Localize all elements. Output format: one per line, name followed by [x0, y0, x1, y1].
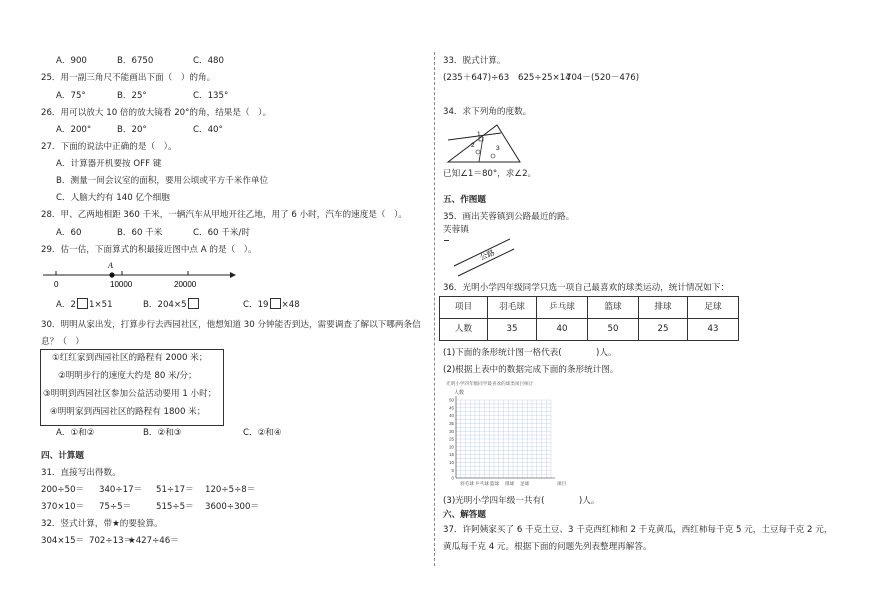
q32-item: ★427÷46＝ — [128, 536, 179, 546]
q26-option-b: B．20° — [117, 125, 147, 135]
q30-fact-1: ①红红家到西园社区的路程有 2000 米； — [52, 353, 208, 363]
blank-box — [188, 298, 199, 309]
chart-category-label: 足球 — [520, 481, 530, 486]
q31-item: 515÷5＝ — [156, 502, 194, 512]
angle-diagram — [445, 122, 525, 166]
q30-stem-line1: 30．明明从家出发，打算步行去西园社区，他想知道 30 分钟能否到达，需要调查了解以下哪两条信 — [41, 320, 421, 330]
table-cell: 43 — [688, 319, 739, 341]
chart-ytick-label: 40 — [449, 413, 454, 419]
chart-ylabel: 人数 — [454, 390, 465, 396]
road-diagram — [448, 236, 518, 280]
q25-option-c: C．135° — [193, 91, 229, 101]
stats-table — [439, 296, 739, 341]
chart-category-label: 排球 — [505, 481, 515, 486]
table-header: 项目 — [440, 297, 488, 319]
q28-option-a: A．60 — [56, 228, 82, 238]
q33-expr: 704－(520－476) — [566, 73, 640, 83]
q30-fact-3: ③明明到西园社区参加公益活动要用 1 小时； — [43, 389, 217, 399]
point-a-label: A — [108, 261, 113, 270]
q31-stem: 31．直接写出得数。 — [41, 468, 121, 478]
chart-category-label: 篮球 — [490, 481, 500, 486]
chart-ytick-label: 30 — [449, 428, 454, 434]
chart-category-label: 羽毛球 — [460, 481, 474, 486]
chart-ytick-label: 45 — [449, 405, 454, 411]
table-header: 排球 — [639, 297, 688, 319]
q30-fact-2: ②明明步行的速度大约是 80 米/分； — [58, 371, 197, 381]
chart-xlabel: 项目 — [557, 481, 567, 486]
q28-stem: 28．甲、乙两地相距 360 千米，一辆汽车从甲地开往乙地，用了 6 小时，汽车的速度是（ ）。 — [41, 210, 407, 220]
angle-3-label: 3 — [496, 145, 500, 152]
table-header: 足球 — [688, 297, 739, 319]
section-6-heading: 六、解答题 — [443, 510, 486, 520]
q37-line1: 37．许阿姨家买了 6 千克土豆、3 千克西红柿和 2 千克黄瓜，西红柿每千克 5 元，土豆每千克 2 元， — [443, 525, 833, 535]
q32-stem: 32．竖式计算，带★的要验算。 — [41, 519, 163, 529]
q37-line2: 黄瓜每千克 4 元。根据下面的问题先列表整理再解答。 — [443, 542, 652, 552]
bar-chart — [446, 378, 586, 490]
q25-option-a: A．75° — [56, 91, 86, 101]
q34-stem: 34．求下列角的度数。 — [443, 107, 532, 117]
q32-item: 702÷13＝ — [89, 536, 133, 546]
q32-item: 304×15＝ — [41, 536, 85, 546]
q27-option-c: C．人脑大约有 140 亿个细胞 — [56, 193, 170, 203]
q30-fact-4: ④明明家到西园社区的路程有 1800 米； — [50, 407, 206, 417]
q27-option-a: A．计算器开机要按 OFF 键 — [56, 159, 162, 169]
tick-0: 0 — [54, 280, 59, 289]
q28-option-c: C．60 千米/时 — [193, 228, 250, 238]
q29-option-b: B．204×5 — [143, 298, 200, 310]
q29-option-a: A．2 1×51 — [56, 300, 113, 310]
q30-option-b: B．②和③ — [143, 428, 182, 438]
q33-stem: 33．脱式计算。 — [443, 56, 506, 66]
table-cell: 40 — [537, 319, 588, 341]
chart-ytick-label: 15 — [449, 452, 454, 458]
q36-sub2: (2)根据上表中的数据完成下面的条形统计图。 — [443, 365, 619, 375]
column-divider — [434, 52, 435, 566]
q29-stem: 29．估一估，下面算式的积最接近图中点 A 的是（ ）。 — [41, 245, 257, 255]
q26-option-a: A．200° — [56, 125, 92, 135]
q26-stem: 26．用可以放大 10 倍的放大镜看 20°的角，结果是（ ）。 — [41, 108, 272, 118]
q26-option-c: C．40° — [193, 125, 223, 135]
chart-ytick-label: 20 — [449, 444, 454, 450]
q31-item: 51÷17＝ — [156, 485, 194, 495]
q24-option-b: B．6750 — [117, 56, 154, 66]
road-label: 公路 — [478, 247, 496, 262]
q31-item: 340÷17＝ — [99, 485, 143, 495]
q29-option-c: C．19 ×48 — [243, 300, 300, 310]
q31-item: 75÷5＝ — [99, 502, 132, 512]
table-row — [440, 297, 739, 319]
chart-ytick-label: 35 — [449, 421, 454, 426]
table-header: 羽毛球 — [488, 297, 537, 319]
table-cell: 35 — [488, 319, 537, 341]
q36-stem: 36．光明小学四年级同学只选一项自己最喜欢的球类运动，统计情况如下： — [443, 283, 729, 293]
q30-option-c: C．②和④ — [243, 428, 282, 438]
q25-option-b: B．25° — [117, 91, 147, 101]
q27-option-b: B．测量一间会议室的面积，要用公顷或平方千米作单位 — [56, 176, 269, 186]
q31-item: 3600÷300＝ — [205, 502, 260, 512]
q31-item: 120÷5÷8＝ — [205, 485, 256, 495]
blank-box — [270, 298, 281, 309]
point-a-marker — [109, 272, 114, 277]
tick-20000: 20000 — [174, 280, 197, 289]
q35-stem: 35．画出芙蓉镇到公路最近的路。 — [443, 212, 575, 222]
table-header: 乒乓球 — [537, 297, 588, 319]
table-cell: 50 — [588, 319, 639, 341]
chart-category-label: 乒乓球 — [475, 481, 489, 486]
q34-caption: 已知∠1＝80°，求∠2。 — [443, 169, 537, 179]
chart-ytick-label: 5 — [451, 467, 454, 473]
q36-sub3: (3)光明小学四年级一共有( )人。 — [443, 496, 600, 506]
table-row — [440, 319, 739, 341]
tick-10000: 10000 — [110, 280, 133, 289]
q25-stem: 25．用一副三角尺不能画出下面（ ）的角。 — [41, 73, 216, 83]
q24-option-c: C．480 — [193, 56, 224, 66]
q30-stem-line2: 息？（ ） — [41, 337, 84, 347]
section-5-heading: 五、作图题 — [443, 195, 486, 205]
blank-box — [77, 298, 88, 309]
angle-1-label: 1 — [477, 131, 481, 138]
chart-ytick-label: 25 — [449, 436, 454, 442]
town-label: 芙蓉镇 — [443, 225, 469, 235]
q24-option-a: A．900 — [56, 56, 87, 66]
table-cell: 25 — [639, 319, 688, 341]
q36-sub1: (1)下面的条形统计图一格代表( )人。 — [443, 348, 617, 358]
number-line — [38, 258, 238, 292]
q28-option-b: B．60 千米 — [117, 228, 163, 238]
chart-ytick-label: 0 — [451, 475, 454, 481]
q31-item: 370×10＝ — [41, 502, 85, 512]
table-row-label: 人数 — [440, 319, 488, 341]
q30-option-a: A．①和② — [56, 428, 95, 438]
chart-title: 光明小学四年级同学最喜欢的球类项目统计 — [446, 381, 534, 386]
table-header: 篮球 — [588, 297, 639, 319]
section-4-heading: 四、计算题 — [41, 451, 84, 461]
angle-2-label: 2 — [471, 142, 475, 149]
q27-stem: 27．下面的说法中正确的是（ ）。 — [41, 142, 177, 152]
q33-expr: 625÷25×14 — [518, 73, 571, 83]
q33-expr: (235＋647)÷63 — [443, 73, 510, 83]
chart-ytick-label: 10 — [449, 460, 454, 465]
q31-item: 200÷50＝ — [41, 485, 85, 495]
chart-ytick-label: 50 — [449, 397, 454, 403]
